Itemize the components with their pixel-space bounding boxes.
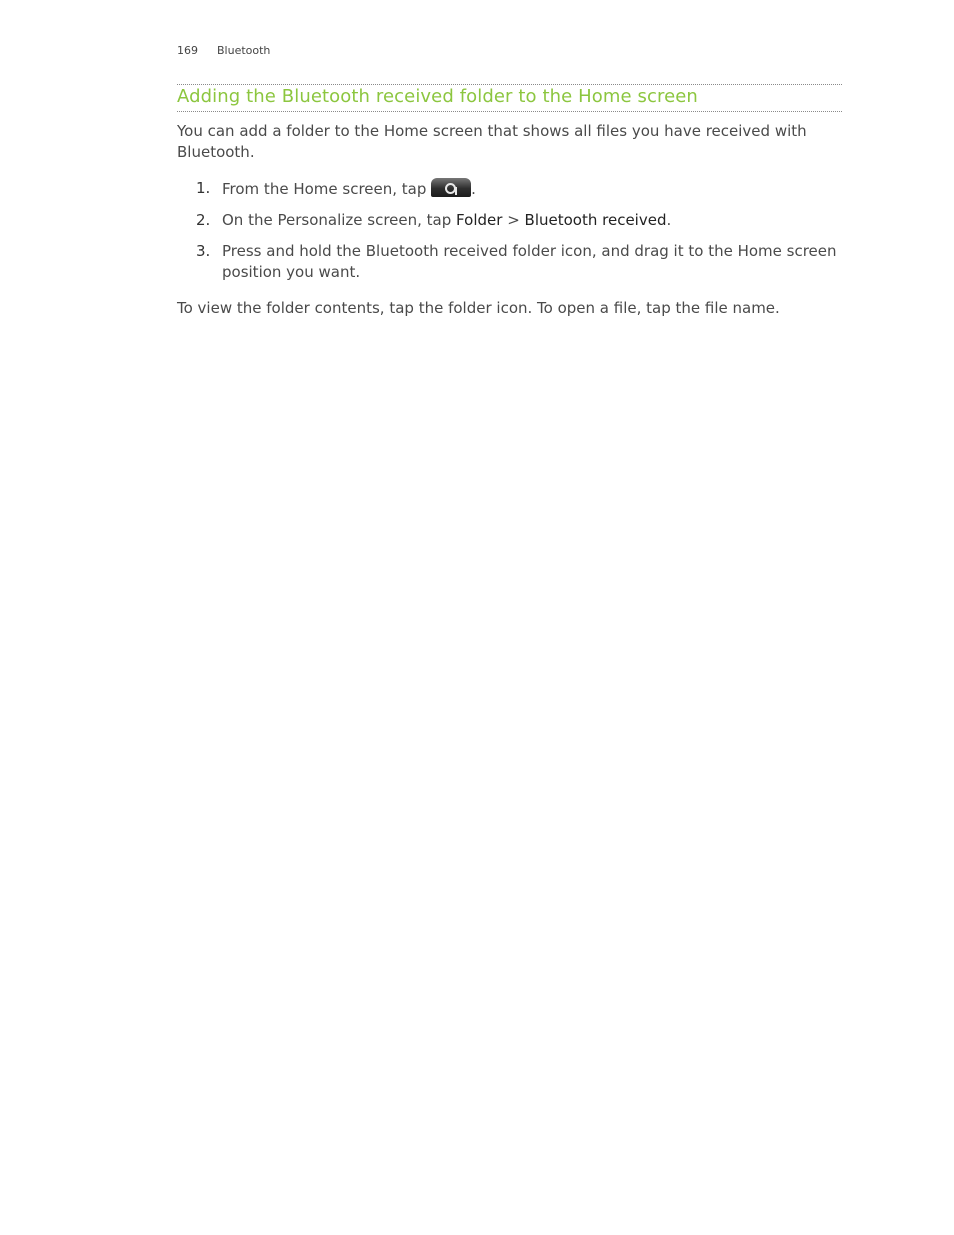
steps-list: [177, 178, 842, 283]
ui-label-bluetooth-received: Bluetooth received: [524, 211, 667, 229]
outro-paragraph: To view the folder contents, tap the folder icon. To open a file, tap the file name.: [177, 299, 780, 317]
title-rule-bottom: [177, 111, 842, 112]
step-punctuation: .: [666, 211, 672, 229]
list-item: [177, 210, 842, 231]
page-number: 169: [177, 44, 198, 57]
step-punctuation: .: [471, 180, 476, 198]
step-text: Press and hold the Bluetooth received folder icon, and drag it to the Home screen position you want.: [222, 242, 837, 281]
personalize-icon: [431, 178, 471, 197]
intro-paragraph: You can add a folder to the Home screen that shows all files you have received with Bluetooth.: [177, 122, 807, 161]
step-text: From the Home screen, tap: [222, 180, 427, 198]
title-rule-top: [177, 84, 842, 85]
step-number: 1.: [196, 179, 211, 197]
chapter-name: Bluetooth: [217, 44, 271, 57]
menu-separator: >: [507, 211, 520, 229]
list-item: [177, 241, 842, 283]
list-item: [177, 178, 842, 200]
section-title: Adding the Bluetooth received folder to the Home screen: [177, 86, 698, 107]
ui-label-folder: Folder: [456, 211, 503, 229]
step-text: On the Personalize screen, tap: [222, 211, 452, 229]
step-number: 2.: [196, 211, 211, 229]
step-number: 3.: [196, 242, 211, 260]
running-header: [177, 44, 270, 57]
